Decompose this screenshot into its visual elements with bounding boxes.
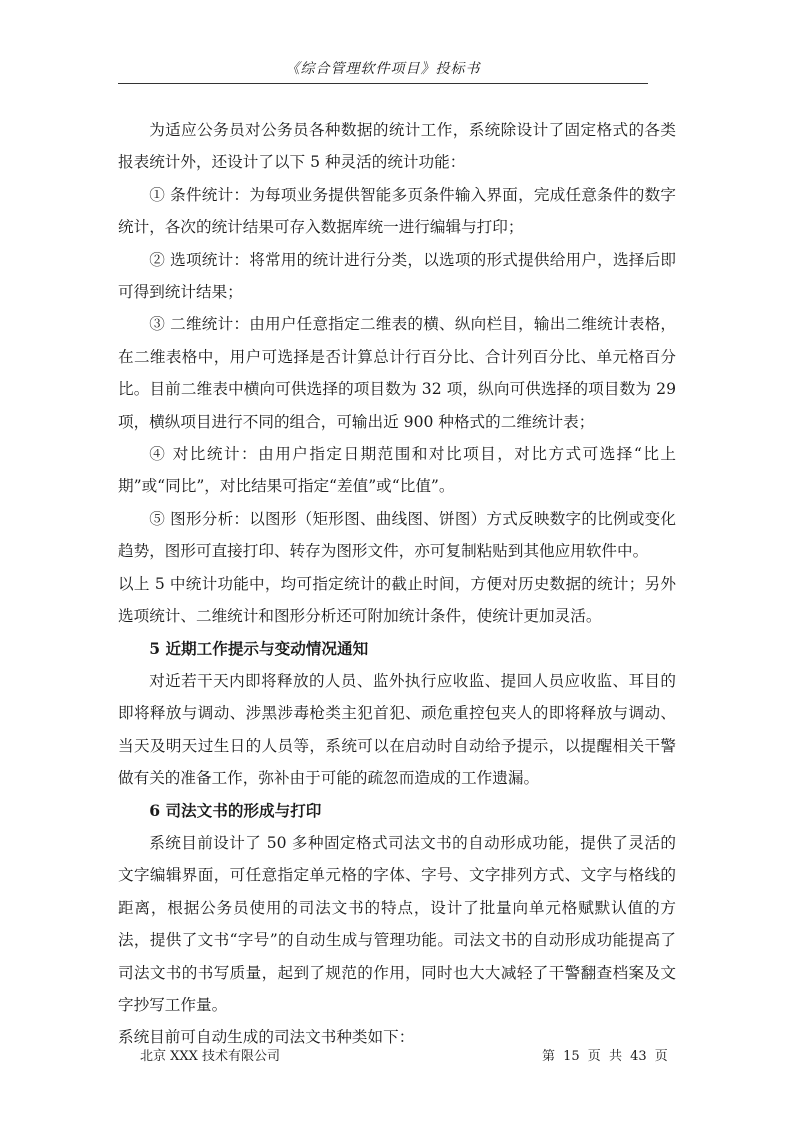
summary-paragraph: 以上 5 中统计功能中，均可指定统计的截止时间，方便对历史数据的统计；另外选项统计、二维统计和图形分析还可附加统计条件，使统计更加灵活。	[118, 574, 676, 626]
intro-paragraph: 为适应公务员对公务员各种数据的统计工作，系统除设计了固定格式的各类报表统计外，还设计了以下 5 种灵活的统计功能：	[118, 121, 676, 172]
footer-page-number: 第 15 页 共 43 页	[542, 1049, 668, 1064]
page-header-title: 《综合管理软件项目》投标书	[285, 61, 481, 77]
section-6-paragraph: 系统目前设计了 50 多种固定格式司法文书的自动形成功能，提供了灵活的文字编辑界面，可任意指定单元格的字体、字号、文字排列方式、文字与格线的距离，根据公务员使用的司法文书的特点，设计了批量向单元格赋默认值的方法，提供了文书“字号”的自动生成与管理功能。司法文书的自动形成功能提高了司法文书的书写质量，起到了规范的作用，同时也大大减轻了干警翻查档案及文字抄写工作量。	[118, 833, 676, 1014]
footer-company: 北京 XXX 技术有限公司	[140, 1049, 281, 1064]
section-heading-6: 6 司法文书的形成与打印	[149, 800, 322, 820]
list-item-graph-analysis: ⑤ 图形分析：以图形（矩形图、曲线图、饼图）方式反映数字的比例或变化趋势，图形可直接打印、转存为图形文件，亦可复制粘贴到其他应用软件中。	[118, 509, 676, 561]
list-item-condition-stats: ① 条件统计：为每项业务提供智能多页条件输入界面，完成任意条件的数字统计，各次的统计结果可存入数据库统一进行编辑与打印；	[118, 185, 676, 237]
document-body	[118, 114, 676, 1054]
list-item-compare-stats: ④ 对比统计：由用户指定日期范围和对比项目，对比方式可选择“比上期”或“同比”，对比结果可指定“差值”或“比值”。	[118, 445, 676, 496]
list-item-option-stats: ② 选项统计：将常用的统计进行分类，以选项的形式提供给用户，选择后即可得到统计结果；	[118, 250, 676, 302]
section-5-paragraph: 对近若干天内即将释放的人员、监外执行应收监、提回人员应收监、耳目的即将释放与调动、涉黑涉毒枪类主犯首犯、顽危重控包夹人的即将释放与调动、当天及明天过生日的人员等，系统可以在启动时自动给予提示，以提醒相关干警做有关的准备工作，弥补由于可能的疏忽而造成的工作遗漏。	[118, 671, 676, 788]
list-item-2d-stats: ③ 二维统计：由用户任意指定二维表的横、纵向栏目，输出二维统计表格，在二维表格中，用户可选择是否计算总计行百分比、合计列百分比、单元格百分比。目前二维表中横向可供选择的项目数为 32 项，纵向可供选择的项目数为 29 项，横纵项目进行不同的组合，可输出近 900 种格式的二维统计表；	[118, 315, 676, 431]
section-heading-5: 5 近期工作提示与变动情况通知	[149, 638, 369, 658]
closing-paragraph: 系统目前可自动生成的司法文书种类如下：	[118, 1028, 415, 1047]
header-divider	[118, 83, 648, 84]
